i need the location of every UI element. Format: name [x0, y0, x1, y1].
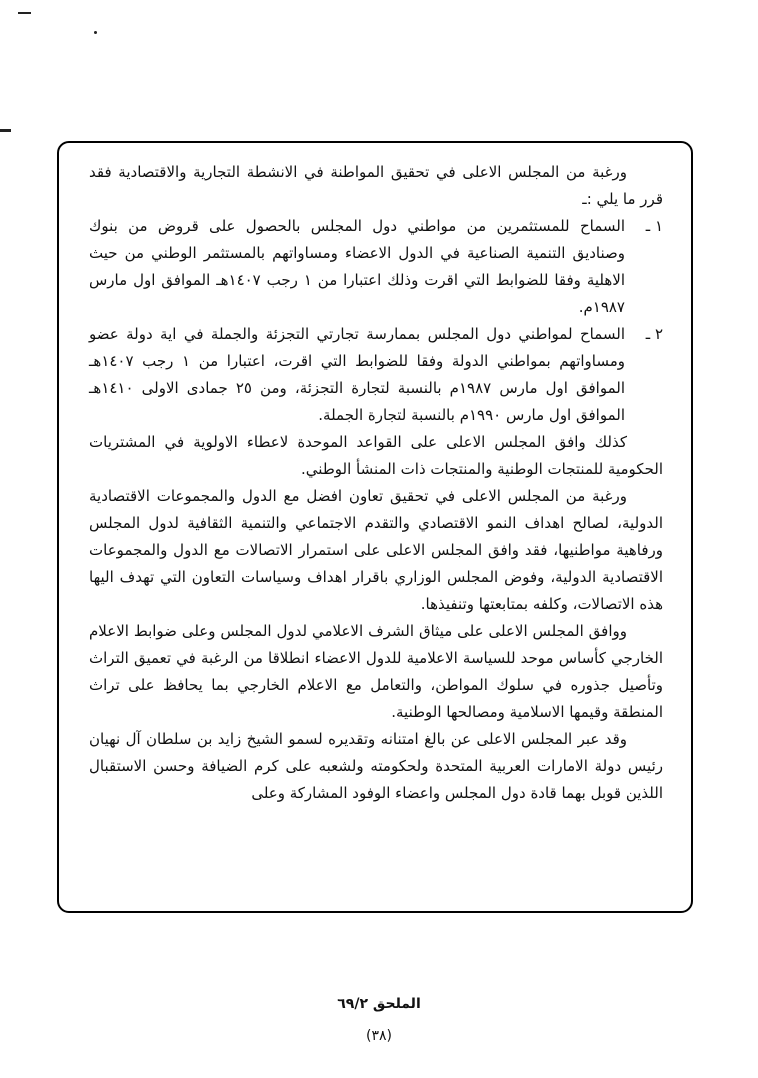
paragraph-gratitude: وقد عبر المجلس الاعلى عن بالغ امتنانه وتقديره لسمو الشيخ زايد بن سلطان آل نهيان رئيس دولة الامارات العربية المتحدة ولحكومته ولشعبه على كرم الضيافة وحسن الاستقبال اللذين قوبل بهما قادة دول المجلس واعضاء الوفود المشاركة وعلى — [89, 730, 663, 802]
numbered-item-2 — [89, 321, 663, 429]
item-text-1: السماح للمستثمرين من مواطني دول المجلس بالحصول على قروض من بنوك وصناديق التنمية الصناعية في الدول الاعضاء ومساواتهم بالمستثمر الوطني من حيث الاهلية وفقا للضوابط التي اقرت وذلك اعتبارا من ١ رجب ١٤٠٧هـ الموافق اول مارس ١٩٨٧م. — [89, 217, 625, 316]
scan-artifact-dot — [94, 31, 97, 34]
intro-paragraph: ورغبة من المجلس الاعلى في تحقيق المواطنة في الانشطة التجارية والاقتصادية فقد قرر ما يلي :ـ — [89, 163, 663, 208]
item-text-2: السماح لمواطني دول المجلس بممارسة تجارتي التجزئة والجملة في اية دولة عضو ومساواتهم بمواطني الدولة وفقا للضوابط التي اقرت، اعتبارا من ١ رجب ١٤٠٧هـ الموافق اول مارس ١٩٨٧م بالنسبة لتجارة التجزئة، ومن ٢٥ جمادى الاولى ١٤١٠هـ الموافق اول مارس ١٩٩٠م بالنسبة لتجارة الجملة. — [89, 325, 626, 424]
footer-annex-label: الملحق ٦٩/٢ — [337, 996, 421, 1012]
paragraph-international-cooperation: ورغبة من المجلس الاعلى في تحقيق تعاون افضل مع الدول والمجموعات الاقتصادية الدولية، لصالح اهداف النمو الاقتصادي والتقدم الاجتماعي والتنمية الثقافية لدول المجلس ورفاهية مواطنيها، فقد وافق المجلس الاعلى على استمرار الاتصالات مع الدول والمجموعات الاقتصادية الدولية، وفوض المجلس الوزاري باقرار اهداف وسياسات التعاون التي تهدف اليها هذه الاتصالات، وكلفه بمتابعتها وتنفيذها. — [89, 487, 663, 613]
numbered-item-1 — [89, 213, 663, 321]
page-border-frame — [57, 141, 693, 913]
paragraph-government-procurement: كذلك وافق المجلس الاعلى على القواعد الموحدة لاعطاء الاولوية في المشتريات الحكومية للمنتجات الوطنية والمنتجات ذات المنشأ الوطني. — [89, 433, 663, 478]
document-body — [59, 143, 691, 817]
item-number-1: ١ ـ — [645, 217, 663, 235]
paragraph-media-charter: ووافق المجلس الاعلى على ميثاق الشرف الاعلامي لدول المجلس وعلى ضوابط الاعلام الخارجي كأساس موحد للسياسة الاعلامية للدول الاعضاء انطلاقا من الرغبة في تعميق التراث وتأصيل جذوره في سلوك المواطن، والتعامل مع الاعلام الخارجي بما يحافظ على تراث المنطقة وقيمها الاسلامية ومصالحها الوطنية. — [89, 622, 663, 721]
scan-artifact-edge-tick — [0, 129, 11, 132]
page-number: (٣٨) — [366, 1028, 392, 1044]
scan-artifact-dash — [18, 12, 31, 14]
item-number-2: ٢ ـ — [645, 325, 663, 343]
